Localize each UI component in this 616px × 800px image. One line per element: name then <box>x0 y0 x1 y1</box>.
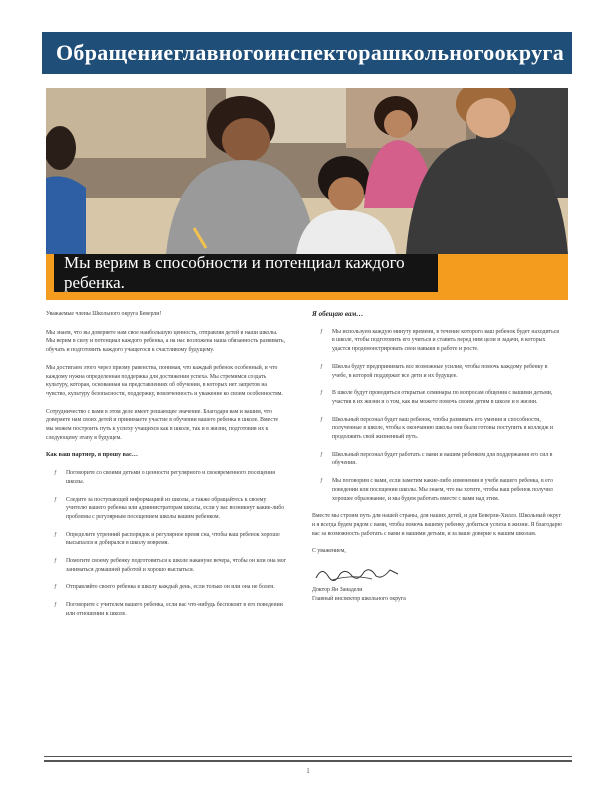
list-item-text: Мы используем каждую минуту времени, в течение которого ваш ребенок будет находиться в школе, чтобы подготовить его учиться и ставить перед ним цели и задачи, в которых удастся продемонстрировать свои навыки в работе и росте. <box>332 328 559 353</box>
bullet-icon: ƒ <box>320 416 323 423</box>
list-item-text: В школе будут проводиться открытые семинары по вопросам общения с вашими детьми, участия в их жизни и о том, как вы можете помочь своим детям в школе и в жизни. <box>332 390 553 405</box>
bullet-icon: ƒ <box>320 390 323 397</box>
signer-name: Доктор Ян Занадели <box>312 587 363 594</box>
title-word-4: школьного <box>382 40 495 65</box>
bullet-icon: ƒ <box>54 470 57 477</box>
footer-rule-thick <box>44 760 572 762</box>
title-word-3: инспектора <box>264 40 383 65</box>
classroom-photo <box>46 88 568 254</box>
bullet-icon: ƒ <box>320 328 323 335</box>
left-paragraph-2: Мы достигаем этого через призму равенства, понимая, что каждый ребенок особенный, и что каждому нужна определенная поддержка для достижения успеха. Мы стремимся создать культуру, которая, основанная на представлениях об обучении, в которых нет запретов на чувство, культуру безопасности, поддержку, вовлеченность и уважение ко своим особенностям. <box>46 364 283 397</box>
promise-heading: Я обещаю вам… <box>312 310 364 318</box>
bullet-icon: ƒ <box>54 558 57 565</box>
list-item-text: Школы будут предпринимать все возможные усилия, чтобы помочь каждому ребенку в учебе, в которой поддержат все дети и их будущее. <box>332 363 548 379</box>
bullet-icon: ƒ <box>320 363 323 370</box>
bullet-icon: ƒ <box>320 478 323 485</box>
title-word-5: округа <box>494 40 565 65</box>
list-item <box>46 531 286 548</box>
list-item-text: Мы поговорим с вами, если заметим какие-либо изменения в учебе вашего ребенка, в его поведении или посещении школы. Мы знаем, что вы хотите, чтобы ваш ребенок получил хорошее образование, и мы будем работать вместе с вами над этим. <box>332 478 553 502</box>
list-item-text: Поговорите со своими детьми о ценности регулярного и своевременного посещения школы. <box>66 470 275 485</box>
title-word-2: главного <box>173 40 265 65</box>
bullet-icon: ƒ <box>320 451 323 458</box>
list-item <box>46 469 286 486</box>
list-item <box>312 477 562 503</box>
request-list <box>46 469 286 618</box>
list-item <box>312 451 562 468</box>
greeting: Уважаемые члены Школьного округа Беверли! <box>46 311 162 317</box>
list-item-text: Поговорите с учителем вашего ребенка, если вас что-нибудь беспокоит в его поведении или отношении к школе. <box>66 602 283 617</box>
bullet-icon: ƒ <box>54 496 57 503</box>
list-item-text: Определите утренний распорядок и регулярное время сна, чтобы ваш ребенок хорошо высыпался и добирался в школу вовремя. <box>66 531 280 547</box>
banner-caption: Мы верим в способности и потенциал каждого ребенка. <box>54 254 438 292</box>
list-item <box>312 363 562 380</box>
partner-subhead: Как ваш партнер, я прошу вас… <box>46 451 138 459</box>
signature-image <box>312 562 402 584</box>
footer-rule-thin <box>44 756 572 757</box>
promise-list <box>312 328 562 504</box>
list-item-text: Следите за поступающей информацией из школы, а также обращайтесь к своему учителю вашего ребенка или администраторам школы, если у вас возникнут какие-либо проблемы с регулярным посещением школы вашим ребенком. <box>66 496 285 520</box>
page-title-bar <box>42 32 572 74</box>
title-word-1: Обращение <box>56 40 174 65</box>
list-item <box>46 583 286 592</box>
list-item <box>312 328 562 354</box>
closing-paragraph: Вместе мы строим путь для нашей страны, для наших детей, и для Беверли-Хиллз. Школьный округ и я всегда будем рядом с вами, чтобы помочь вашему ребенку добиться успеха в жизни. Я благодарю вас за возможность работать с вами и вашими детьми, и за ваше доверие к нашим школам. <box>312 513 562 537</box>
bullet-icon: ƒ <box>54 602 57 609</box>
bullet-icon: ƒ <box>54 531 57 538</box>
list-item-text: Школьный персонал будет работать с вами и вашим ребенком для поддержания его сил в обучении. <box>332 451 553 467</box>
list-item-text: Помогите своему ребенку подготовиться к школе накануне вечера, чтобы он или она мог заниматься домашней работой и хорошо выспаться. <box>66 558 287 573</box>
list-item <box>312 416 562 442</box>
list-item <box>312 389 562 406</box>
classroom-photo-illustration <box>46 88 568 254</box>
regards: С уважением, <box>312 548 346 555</box>
list-item <box>46 496 286 522</box>
left-paragraph-3: Сотрудничество с вами в этом деле имеет решающее значение. Благодаря вам и вашим, что доверяете нам своих детей и принимаете участие в обучении вашего ребенка в школе. Вместе мы можем построить путь к успеху учащихся как в школе, так и в жизни, подготовив их к следующему этапу в будущем. <box>46 408 279 441</box>
list-item-text: Отправляйте своего ребенка в школу каждый день, если только он или она не болен. <box>66 584 275 591</box>
list-item <box>46 601 286 618</box>
left-column <box>46 310 286 628</box>
page-number: 1 <box>306 767 310 775</box>
list-item-text: Школьный персонал будет ваш ребенок, чтобы развивать его умения и способности, полученные в школе, чтобы к окончанию школы они были готовы поступить в колледж и продолжить свой жизненный путь. <box>332 416 554 441</box>
list-item <box>46 557 286 574</box>
bullet-icon: ƒ <box>54 584 57 591</box>
left-paragraph-1: Мы знаем, что вы доверяете нам свое наибольшую ценность, отправляя детей в наши школы. Мы верим в силу и потенциал каждого ребенка, а на нас возложена наша обязанность развивать, обучать и подготовить каждого учащегося к счастливому будущему. <box>46 329 285 354</box>
signer-title: Главный инспектор школьного округа <box>312 595 406 602</box>
signature-block <box>312 547 562 603</box>
right-column <box>312 310 562 603</box>
